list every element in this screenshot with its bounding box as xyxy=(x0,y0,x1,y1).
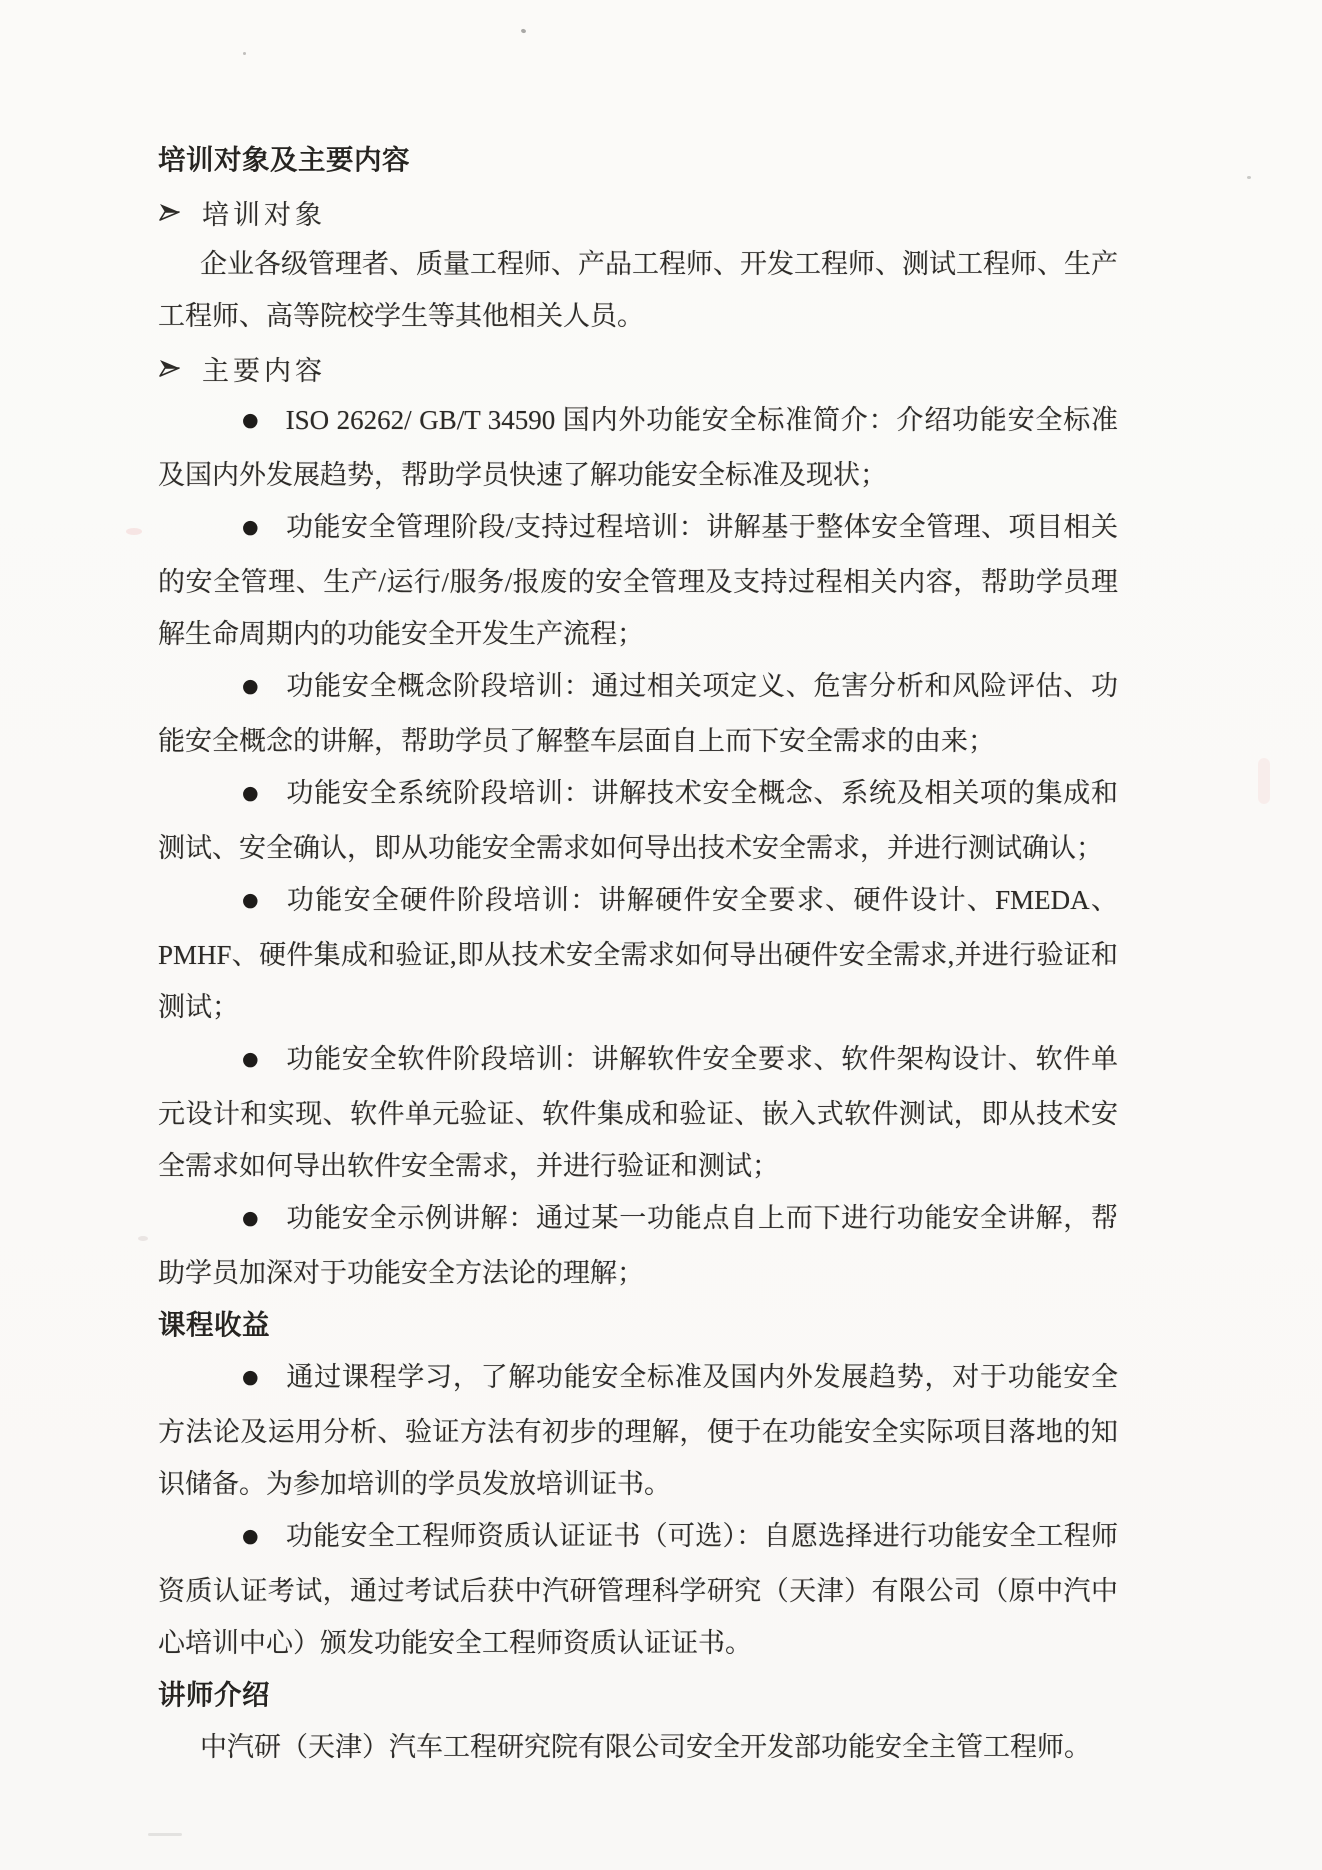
paragraph: 中汽研（天津）汽车工程研究院有限公司安全开发部功能安全主管工程师。 xyxy=(200,1732,1091,1762)
bullet-paragraph-text: 功能安全示例讲解：通过某一功能点自上而下进行功能安全讲解，帮助学员加深对于功能安全方法论的理解； xyxy=(158,1203,1118,1288)
section-heading: 讲师介绍 xyxy=(158,1679,270,1710)
dot-bullet-icon: ● xyxy=(242,1207,259,1229)
arrow-bullet-icon xyxy=(158,200,182,224)
bullet-paragraph-text: 功能安全概念阶段培训：通过相关项定义、危害分析和风险评估、功能安全概念的讲解，帮助学员了解整车层面自上而下安全需求的由来； xyxy=(158,671,1118,756)
dot-bullet-icon: ● xyxy=(242,1048,259,1070)
dot-bullet-icon: ● xyxy=(242,782,259,804)
bullet-paragraph xyxy=(158,874,1118,1033)
paragraph: 企业各级管理者、质量工程师、产品工程师、开发工程师、测试工程师、生产工程师、高等院校学生等其他相关人员。 xyxy=(158,249,1118,331)
arrow-bullet-icon xyxy=(158,356,182,380)
section-heading: 课程收益 xyxy=(158,1309,270,1340)
bullet-paragraph-text: 功能安全管理阶段/支持过程培训：讲解基于整体安全管理、项目相关的安全管理、生产/运行/服务/报废的安全管理及支持过程相关内容，帮助学员理解生命周期内的功能安全开发生产流程； xyxy=(158,512,1118,649)
dot-bullet-icon: ● xyxy=(242,516,259,538)
arrow-bullet-icon xyxy=(158,356,182,380)
bullet-paragraph-text: 功能安全硬件阶段培训：讲解硬件安全要求、硬件设计、FMEDA、PMHF、硬件集成和验证,即从技术安全需求如何导出硬件安全需求,并进行验证和测试； xyxy=(158,885,1118,1022)
bullet-paragraph xyxy=(158,394,1118,501)
bullet-paragraph xyxy=(158,501,1118,660)
dot-bullet-icon: ● xyxy=(242,1525,259,1547)
scan-smudge xyxy=(126,528,142,535)
scan-smudge xyxy=(148,1833,182,1836)
bullet-paragraph xyxy=(158,1033,1118,1192)
scan-speck xyxy=(520,28,526,33)
bullet-paragraph-text: 功能安全软件阶段培训：讲解软件安全要求、软件架构设计、软件单元设计和实现、软件单元验证、软件集成和验证、嵌入式软件测试，即从技术安全需求如何导出软件安全需求，并进行验证和测试； xyxy=(158,1044,1118,1181)
arrow-list-item xyxy=(158,186,1118,238)
bullet-paragraph-text: 通过课程学习，了解功能安全标准及国内外发展趋势，对于功能安全方法论及运用分析、验证方法有初步的理解，便于在功能安全实际项目落地的知识储备。为参加培训的学员发放培训证书。 xyxy=(158,1362,1118,1499)
document-body xyxy=(158,134,1118,1773)
dot-bullet-icon: ● xyxy=(242,675,259,697)
scan-speck xyxy=(1247,176,1251,179)
arrow-bullet-icon xyxy=(158,200,182,224)
bullet-paragraph xyxy=(158,1192,1118,1299)
bullet-paragraph xyxy=(158,1351,1118,1510)
dot-bullet-icon: ● xyxy=(242,409,259,431)
bullet-paragraph xyxy=(158,1510,1118,1669)
bullet-paragraph-text: ISO 26262/ GB/T 34590 国内外功能安全标准简介：介绍功能安全标准及国内外发展趋势，帮助学员快速了解功能安全标准及现状； xyxy=(158,405,1118,490)
scan-speck xyxy=(243,52,246,55)
dot-bullet-icon: ● xyxy=(242,889,259,911)
scan-smudge xyxy=(1258,758,1270,804)
arrow-item-label: 主要内容 xyxy=(202,355,326,386)
scan-smudge xyxy=(138,1236,148,1241)
arrow-list-item xyxy=(158,342,1118,394)
section-heading: 培训对象及主要内容 xyxy=(158,144,410,175)
dot-bullet-icon: ● xyxy=(242,1366,259,1388)
arrow-item-label: 培训对象 xyxy=(202,199,326,230)
bullet-paragraph-text: 功能安全系统阶段培训：讲解技术安全概念、系统及相关项的集成和测试、安全确认，即从功能安全需求如何导出技术安全需求，并进行测试确认； xyxy=(158,778,1118,863)
bullet-paragraph xyxy=(158,767,1118,874)
bullet-paragraph xyxy=(158,660,1118,767)
bullet-paragraph-text: 功能安全工程师资质认证证书（可选）：自愿选择进行功能安全工程师资质认证考试，通过考试后获中汽研管理科学研究（天津）有限公司（原中汽中心培训中心）颁发功能安全工程师资质认证证书。 xyxy=(158,1521,1118,1658)
